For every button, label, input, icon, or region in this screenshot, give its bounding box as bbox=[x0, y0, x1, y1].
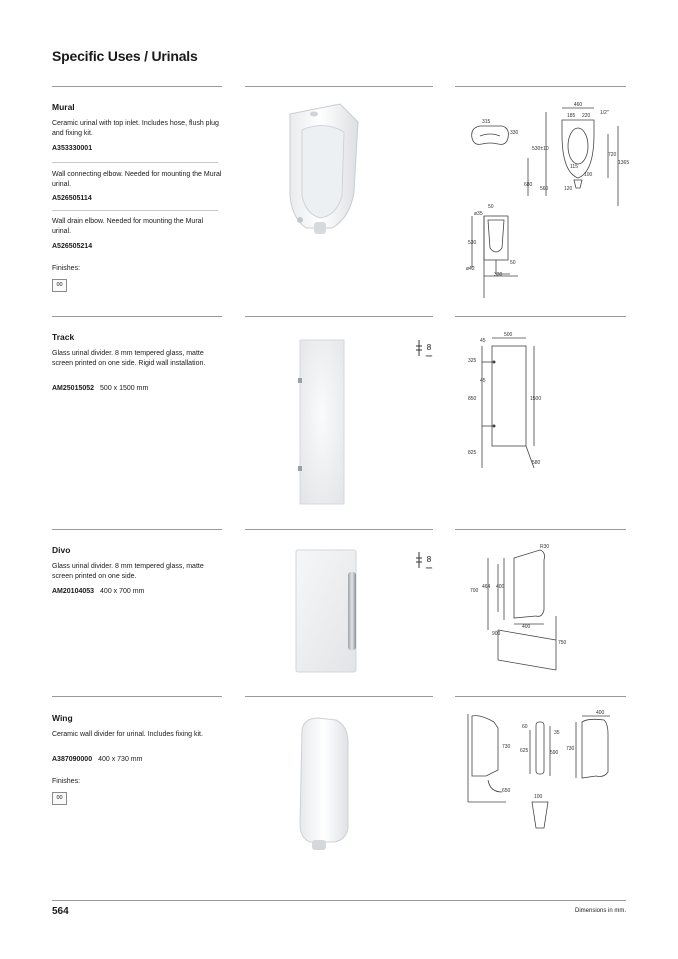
product-code bbox=[52, 385, 148, 392]
product-description: Ceramic urinal with top inlet. Includes hose, flush plug and fixing kit. bbox=[52, 120, 219, 137]
dim-label: 325 bbox=[468, 358, 477, 364]
product-code: A526505214 bbox=[52, 243, 93, 250]
dim-label: 185 bbox=[567, 113, 576, 119]
dim-label: 1500 bbox=[530, 396, 542, 402]
dim-label: 60 bbox=[522, 724, 528, 730]
dim-label: 115 bbox=[570, 164, 578, 170]
dim-label: 560 bbox=[540, 186, 549, 192]
section-title-track: Track bbox=[52, 332, 75, 342]
dim-label: 825 bbox=[468, 450, 477, 456]
dim-label: ø35 bbox=[474, 211, 483, 217]
product-image-mural bbox=[262, 100, 412, 250]
glass-thickness-badge bbox=[415, 338, 433, 358]
product-code bbox=[52, 756, 142, 763]
dim-label: 50 bbox=[488, 204, 494, 210]
section-rule bbox=[455, 696, 626, 697]
item-divider bbox=[52, 210, 218, 211]
dim-label: 720 bbox=[608, 152, 617, 158]
dim-label: 1365 bbox=[618, 160, 630, 166]
section-rule bbox=[245, 696, 433, 697]
dim-label: 700 bbox=[470, 588, 479, 594]
product-description: Ceramic wall divider for urinal. Includes fixing kit. bbox=[52, 731, 203, 738]
product-size: 500 x 1500 mm bbox=[100, 385, 149, 392]
section-rule bbox=[455, 316, 626, 317]
dim-label: 50 bbox=[510, 260, 516, 266]
dim-label: 530±10 bbox=[532, 146, 549, 152]
dim-label: 1/2" bbox=[600, 110, 609, 116]
dim-label: 330 bbox=[494, 272, 503, 278]
section-title-divo: Divo bbox=[52, 545, 71, 555]
section-title-mural: Mural bbox=[52, 102, 75, 112]
dim-label: 100 bbox=[534, 794, 543, 800]
product-code bbox=[52, 588, 144, 595]
dim-label: 730 bbox=[566, 746, 575, 752]
finishes-label: Finishes: bbox=[52, 778, 81, 785]
product-size: 400 x 700 mm bbox=[100, 588, 145, 595]
dim-label: 730 bbox=[502, 744, 511, 750]
section-rule bbox=[245, 529, 433, 530]
dim-label: 400 bbox=[596, 710, 605, 716]
product-image-track bbox=[290, 336, 350, 508]
product-code-value: A387090000 bbox=[52, 756, 93, 763]
product-size: 400 x 730 mm bbox=[98, 756, 143, 763]
technical-drawing-divo bbox=[458, 540, 626, 680]
badge-value: 8 bbox=[426, 343, 432, 352]
section-rule bbox=[52, 86, 222, 87]
dim-label: 580 bbox=[532, 460, 541, 466]
technical-drawing-track bbox=[458, 328, 626, 478]
dim-label: 460 bbox=[573, 102, 583, 108]
dim-label: 750 bbox=[558, 640, 567, 646]
product-code-value: AM25015052 bbox=[52, 385, 95, 392]
dim-label: 530 bbox=[468, 240, 477, 246]
product-description: Wall connecting elbow. Needed for mounting the Mural urinal. bbox=[52, 171, 222, 188]
section-rule bbox=[245, 316, 433, 317]
dim-label: 590 bbox=[550, 750, 559, 756]
section-rule bbox=[455, 86, 626, 87]
badge-unit: mm bbox=[425, 565, 433, 570]
dim-label: 650 bbox=[502, 788, 511, 794]
section-rule bbox=[455, 529, 626, 530]
dim-label: 100 bbox=[584, 172, 593, 178]
footer-rule bbox=[52, 900, 626, 901]
product-image-wing bbox=[292, 712, 356, 862]
section-title-wing: Wing bbox=[52, 713, 73, 723]
page-title: Specific Uses / Urinals bbox=[52, 48, 198, 64]
dim-label: 680 bbox=[524, 182, 533, 188]
section-rule bbox=[52, 529, 222, 530]
item-divider bbox=[52, 162, 218, 163]
dim-label: 45 bbox=[480, 338, 486, 344]
dim-label: R30 bbox=[540, 544, 550, 550]
finishes-label: Finishes: bbox=[52, 265, 81, 272]
product-image-divo bbox=[290, 546, 366, 676]
dim-label: 220 bbox=[582, 113, 591, 119]
product-description: Glass urinal divider. 8 mm tempered glass, matte screen printed on one side. Rigid wall installation. bbox=[52, 350, 206, 367]
footer-note: Dimensions in mm. bbox=[574, 908, 626, 914]
page-number: 564 bbox=[52, 906, 69, 917]
product-description: Wall drain elbow. Needed for mounting the Mural urinal. bbox=[52, 218, 204, 235]
section-rule bbox=[52, 696, 222, 697]
product-code-value: AM20104053 bbox=[52, 588, 95, 595]
product-description: Glass urinal divider. 8 mm tempered glass, matte screen printed on one side. bbox=[52, 563, 204, 580]
badge-value: 8 bbox=[426, 555, 432, 564]
section-rule bbox=[245, 86, 433, 87]
dim-label: 625 bbox=[520, 748, 529, 754]
technical-drawing-mural bbox=[458, 98, 630, 304]
dim-label: 45 bbox=[480, 378, 486, 384]
dim-label: 400 bbox=[496, 584, 505, 590]
dim-label: 35 bbox=[554, 730, 560, 736]
product-code: A526505114 bbox=[52, 195, 92, 202]
product-code: A353330001 bbox=[52, 145, 93, 152]
dim-label: 315 bbox=[482, 119, 491, 125]
dim-label: 850 bbox=[468, 396, 477, 402]
dim-label: 400 bbox=[522, 624, 531, 630]
finish-swatch: 00 bbox=[52, 792, 67, 805]
section-rule bbox=[52, 316, 222, 317]
dim-label: ø42 bbox=[466, 266, 475, 272]
dim-label: 330 bbox=[510, 130, 519, 136]
finish-swatch: 00 bbox=[52, 279, 67, 292]
dim-label: 900 bbox=[492, 631, 501, 637]
technical-drawing-wing bbox=[458, 706, 626, 856]
dim-label: 464 bbox=[482, 584, 491, 590]
glass-thickness-badge bbox=[415, 550, 433, 570]
dim-label: 500 bbox=[504, 332, 513, 338]
badge-unit: mm bbox=[425, 353, 433, 358]
dim-label: 120 bbox=[564, 186, 573, 192]
